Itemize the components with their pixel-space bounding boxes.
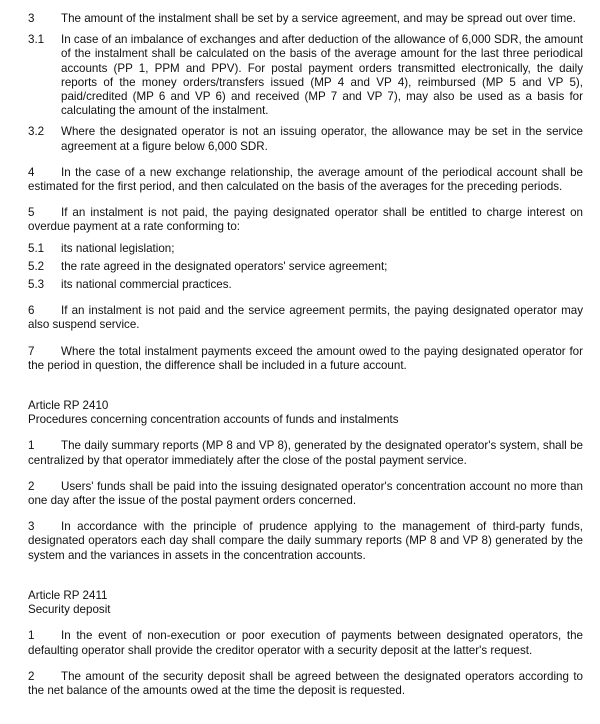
paragraph-number: 3.1	[28, 33, 45, 47]
paragraph-number: 7	[28, 344, 35, 358]
paragraph-text: The amount of the security deposit shall be agreed between the designated operators according to the net balance of the amounts owed at the time the deposit is requested.	[28, 669, 583, 697]
paragraph-number: 2	[28, 669, 35, 683]
article-2411-heading: Article RP 2411	[28, 588, 108, 602]
paragraph-number: 5.1	[28, 241, 45, 255]
paragraph-number: 3.2	[28, 125, 45, 139]
article-2411-title: Security deposit	[28, 603, 111, 617]
paragraph-text: In accordance with the principle of prudence applying to the management of third-party funds, designated operators each day shall compare the daily summary reports (MP 8 and VP 8) generated by the system and the variances in assets in the concentration accounts.	[28, 520, 583, 562]
paragraph-number: 1	[28, 439, 35, 453]
paragraph-text: The daily summary reports (MP 8 and VP 8), generated by the designated operator's system, shall be centralized by that operator immediately after the close of the postal payment service.	[28, 439, 583, 467]
paragraph-3-2	[28, 125, 583, 153]
paragraph-text: its national commercial practices.	[61, 278, 232, 292]
paragraph-text: Where the designated operator is not an issuing operator, the allowance may be set in the service agreement at a figure below 6,000 SDR.	[61, 125, 583, 153]
article-2410-paragraph-2	[28, 480, 583, 508]
article-2411-paragraph-2	[28, 670, 583, 698]
paragraph-3	[28, 12, 583, 26]
paragraph-5-1	[28, 242, 583, 256]
paragraph-number: 1	[28, 629, 35, 643]
paragraph-number: 6	[28, 304, 35, 318]
article-2410-heading: Article RP 2410	[28, 399, 109, 413]
article-2411-paragraph-1	[28, 629, 583, 657]
article-2410-paragraph-1	[28, 439, 583, 467]
paragraph-6	[28, 304, 583, 332]
paragraph-text: In the event of non-execution or poor execution of payments between designated operators, the defaulting operator shall provide the creditor operator with a security deposit at the latter's request.	[28, 629, 583, 657]
article-2410-paragraph-3	[28, 520, 583, 563]
paragraph-number: 4	[28, 165, 35, 179]
paragraph-text: The amount of the instalment shall be set by a service agreement, and may be spread out over time.	[61, 12, 576, 25]
paragraph-text: If an instalment is not paid and the service agreement permits, the paying designated operator may also suspend service.	[28, 304, 583, 332]
paragraph-number: 3	[28, 520, 35, 534]
paragraph-number: 5.2	[28, 259, 45, 273]
paragraph-text: Where the total instalment payments exceed the amount owed to the paying designated operator for the period in question, the difference shall be included in a future account.	[28, 344, 583, 372]
article-2410-title: Procedures concerning concentration accounts of funds and instalments	[28, 413, 399, 427]
paragraph-3-1	[28, 33, 583, 118]
paragraph-text: In case of an imbalance of exchanges and after deduction of the allowance of 6,000 SDR, the amount of the instalment shall be calculated on the basis of the average amount for the last three periodical accounts (PP 1, PPM and PPV). For postal payment orders transmitted electronically, the daily reports of the money orders/transfers issued (MP 4 and VP 4), reimbursed (MP 5 and VP 5), paid/credited (MP 6 and VP 6) and received (MP 7 and VP 7), may also be used as a basis for calculating the amount of the instalment.	[61, 33, 583, 118]
paragraph-number: 2	[28, 479, 35, 493]
paragraph-7	[28, 345, 583, 373]
paragraph-5	[28, 206, 583, 234]
paragraph-5-3	[28, 278, 583, 292]
paragraph-number: 3	[28, 12, 35, 25]
paragraph-text: its national legislation;	[61, 241, 175, 255]
paragraph-4	[28, 166, 583, 194]
paragraph-number: 5.3	[28, 278, 45, 292]
paragraph-5-2	[28, 260, 583, 274]
paragraph-text: In the case of a new exchange relationship, the average amount of the periodical account shall be estimated for the first period, and then calculated on the basis of the averages for the preceding periods.	[28, 165, 583, 194]
paragraph-number: 5	[28, 206, 35, 220]
paragraph-text: Users' funds shall be paid into the issuing designated operator's concentration account no more than one day after the issue of the postal payment orders concerned.	[28, 479, 583, 508]
paragraph-text: If an instalment is not paid, the paying designated operator shall be entitled to charge interest on overdue payment at a rate conforming to:	[28, 206, 583, 234]
paragraph-text: the rate agreed in the designated operators' service agreement;	[61, 259, 388, 273]
